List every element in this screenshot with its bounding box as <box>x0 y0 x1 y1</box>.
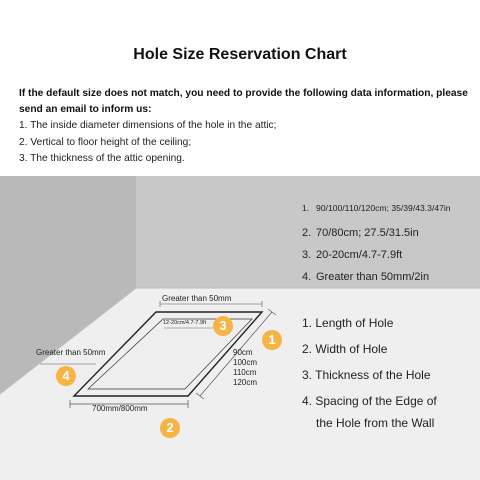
badge-2: 2 <box>160 418 180 438</box>
length-value-90: 90cm <box>233 348 253 357</box>
intro-item-2: 2. Vertical to floor height of the ceiling; <box>19 136 192 148</box>
length-value-100: 100cm <box>233 358 258 367</box>
thickness-inner-label: 12-20cm/4.7-7.9ft <box>163 320 207 326</box>
badge-3: 3 <box>213 316 233 336</box>
length-value-120: 120cm <box>233 378 258 387</box>
spec-3 <box>302 249 402 261</box>
legend-3: 3. Thickness of the Hole <box>302 368 431 382</box>
badge-1: 1 <box>262 330 282 350</box>
spec-2 <box>302 227 419 239</box>
spec-2-num: 2. <box>302 227 312 239</box>
spec-1-num: 1. <box>302 203 310 213</box>
length-value-110: 110cm <box>233 368 257 377</box>
top-spacing-label: Greater than 50mm <box>162 294 232 303</box>
legend-2: 2. Width of Hole <box>302 342 388 356</box>
spec-4-text: Greater than 50mm/2in <box>316 271 430 283</box>
width-value-label: 700mm/800mm <box>92 404 148 413</box>
spec-3-text: 20-20cm/4.7-7.9ft <box>316 249 403 261</box>
page-title: Hole Size Reservation Chart <box>133 46 347 63</box>
legend-4: 4. Spacing of the Edge of <box>302 394 437 408</box>
legend-1: 1. Length of Hole <box>302 316 394 330</box>
left-spacing-label: Greater than 50mm <box>36 348 106 357</box>
legend-4-cont: the Hole from the Wall <box>316 416 435 430</box>
room-illustration <box>0 176 480 480</box>
spec-4 <box>302 271 429 283</box>
intro-block <box>19 86 469 167</box>
spec-1 <box>302 203 451 213</box>
room-diagram <box>0 176 480 480</box>
intro-lead: If the default size does not match, you need to provide the following data information, please send an email to inform us: <box>19 88 468 116</box>
badge-4: 4 <box>56 366 76 386</box>
spec-1-text: 90/100/110/120cm; 35/39/43.3/47in <box>316 203 451 213</box>
spec-2-text: 70/80cm; 27.5/31.5in <box>316 227 419 239</box>
intro-item-1: 1. The inside diameter dimensions of the hole in the attic; <box>19 120 277 132</box>
spec-4-num: 4. <box>302 271 312 283</box>
header-section <box>0 0 480 176</box>
spec-3-num: 3. <box>302 249 312 261</box>
intro-item-3: 3. The thickness of the attic opening. <box>19 152 185 164</box>
length-values <box>233 348 257 388</box>
